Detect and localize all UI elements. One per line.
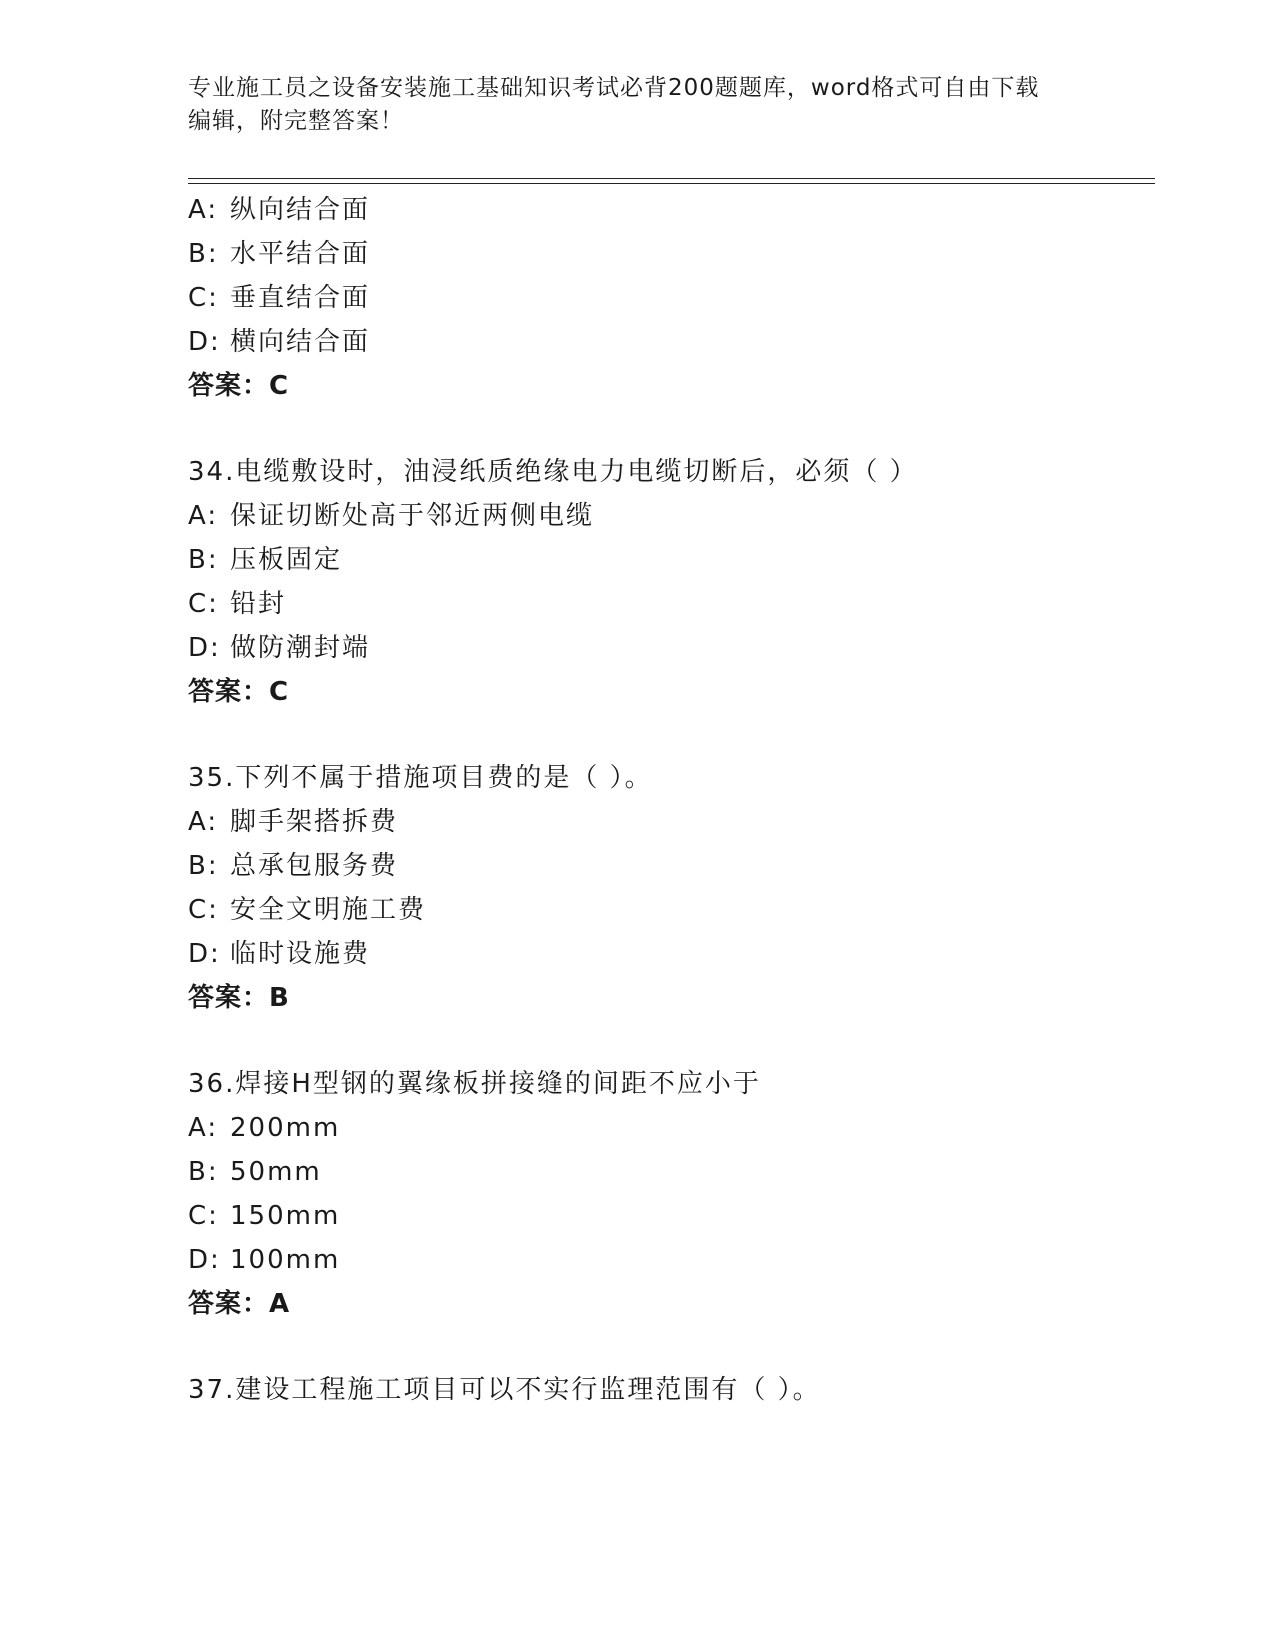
header-line-2: 编辑，附完整答案！ [188,108,404,134]
header-divider-bottom [188,183,1155,184]
option-c: C: 安全文明施工费 [188,895,427,925]
answer-line: 答案：C [188,371,290,401]
answer-line: 答案：A [188,1289,291,1319]
option-b: B: 50mm [188,1157,322,1187]
option-d: D: 做防潮封端 [188,633,371,663]
option-b: B: 压板固定 [188,545,343,575]
question-stem: 34.电缆敷设时，油浸纸质绝缘电力电缆切断后，必须（ ） [188,457,918,487]
document-header [188,72,1088,138]
question-stem: 37.建设工程施工项目可以不实行监理范围有（ ）。 [188,1375,821,1405]
option-d: D: 临时设施费 [188,939,371,969]
option-b: B: 总承包服务费 [188,851,399,881]
header-divider-top [188,178,1155,179]
question-stem: 35.下列不属于措施项目费的是（ ）。 [188,763,653,793]
question-stem: 36.焊接H型钢的翼缘板拼接缝的间距不应小于 [188,1069,761,1099]
option-a: A: 200mm [188,1113,341,1143]
option-a: A: 脚手架搭拆费 [188,807,399,837]
option-c: C: 150mm [188,1201,341,1231]
option-c: C: 铅封 [188,589,287,619]
option-b: B: 水平结合面 [188,239,371,269]
option-d: D: 横向结合面 [188,327,371,357]
option-c: C: 垂直结合面 [188,283,371,313]
answer-line: 答案：C [188,677,290,707]
option-a: A: 纵向结合面 [188,195,371,225]
answer-line: 答案：B [188,983,290,1013]
option-a: A: 保证切断处高于邻近两侧电缆 [188,501,595,531]
option-d: D: 100mm [188,1245,341,1275]
header-line-1: 专业施工员之设备安装施工基础知识考试必背200题题库，word格式可自由下载 [188,75,1040,101]
